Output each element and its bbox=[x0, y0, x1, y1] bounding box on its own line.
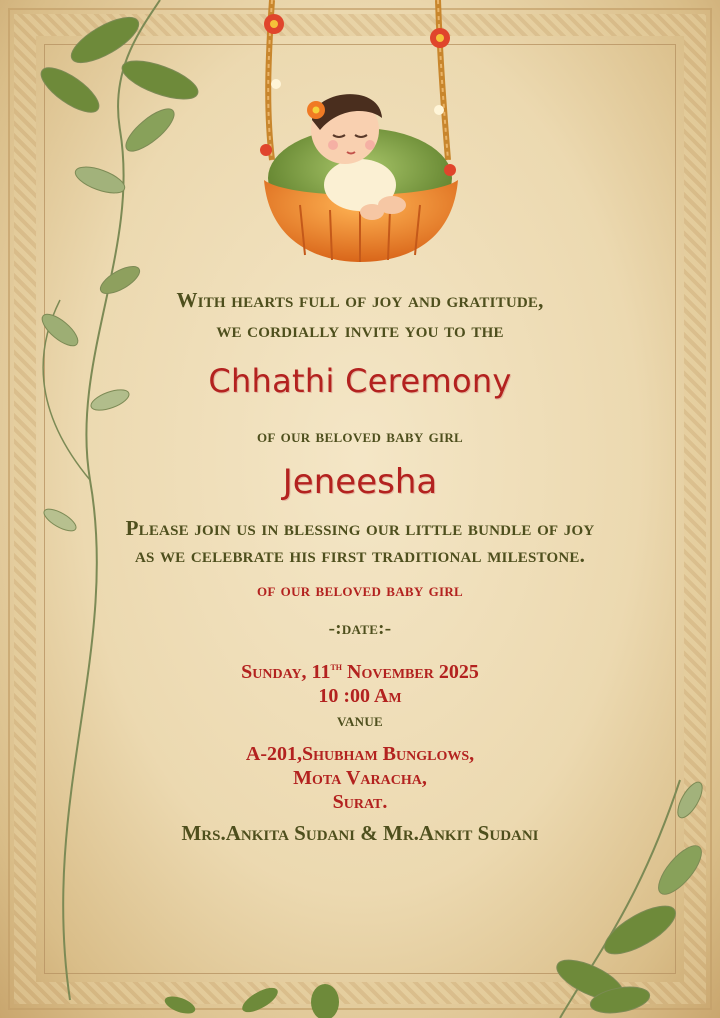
venue-line-2: Mota Varacha, bbox=[293, 767, 427, 789]
intro-block bbox=[60, 285, 660, 345]
date-rest: November 2025 bbox=[342, 661, 479, 683]
intro-line-1: With hearts full of joy and gratitude, bbox=[176, 288, 544, 312]
time-line: 10 :00 Am bbox=[318, 685, 402, 707]
date-heading-block bbox=[60, 618, 660, 640]
hosts-line: Mrs.Ankita Sudani & Mr.Ankit Sudani bbox=[181, 821, 539, 845]
beloved-line-repeat: of our beloved baby girl bbox=[256, 580, 464, 601]
beloved-repeat-block bbox=[60, 580, 660, 602]
beloved-block bbox=[60, 426, 660, 448]
baby-name: Jeneesha bbox=[282, 462, 438, 502]
date-block bbox=[60, 655, 660, 708]
leaf-vine-bottom-right-icon bbox=[551, 779, 708, 1018]
blessing-block bbox=[60, 513, 660, 570]
leaf-sprig-bottom-icon bbox=[163, 983, 339, 1018]
venue-block bbox=[60, 742, 660, 814]
date-line bbox=[60, 655, 660, 684]
ceremony-title-block bbox=[60, 362, 660, 400]
blessing-line-1: Please join us in blessing our little bundle of joy bbox=[125, 516, 595, 540]
beloved-line: of our beloved baby girl bbox=[256, 426, 464, 447]
date-heading: -:date:- bbox=[328, 618, 392, 639]
baby-name-block bbox=[60, 462, 660, 502]
venue-heading-block bbox=[60, 710, 660, 732]
blessing-line-2: as we celebrate his first traditional milestone. bbox=[134, 543, 586, 567]
venue-line-3: Surat. bbox=[332, 791, 388, 813]
venue-line-1: A-201,Shubham Bunglows, bbox=[245, 743, 475, 765]
intro-line-2: we cordially invite you to the bbox=[216, 318, 504, 342]
date-day: Sunday, 11 bbox=[241, 661, 331, 683]
date-suffix: th bbox=[330, 661, 343, 673]
ceremony-title: Chhathi Ceremony bbox=[208, 362, 512, 400]
hosts-block bbox=[60, 821, 660, 846]
venue-heading: vanue bbox=[336, 710, 384, 731]
